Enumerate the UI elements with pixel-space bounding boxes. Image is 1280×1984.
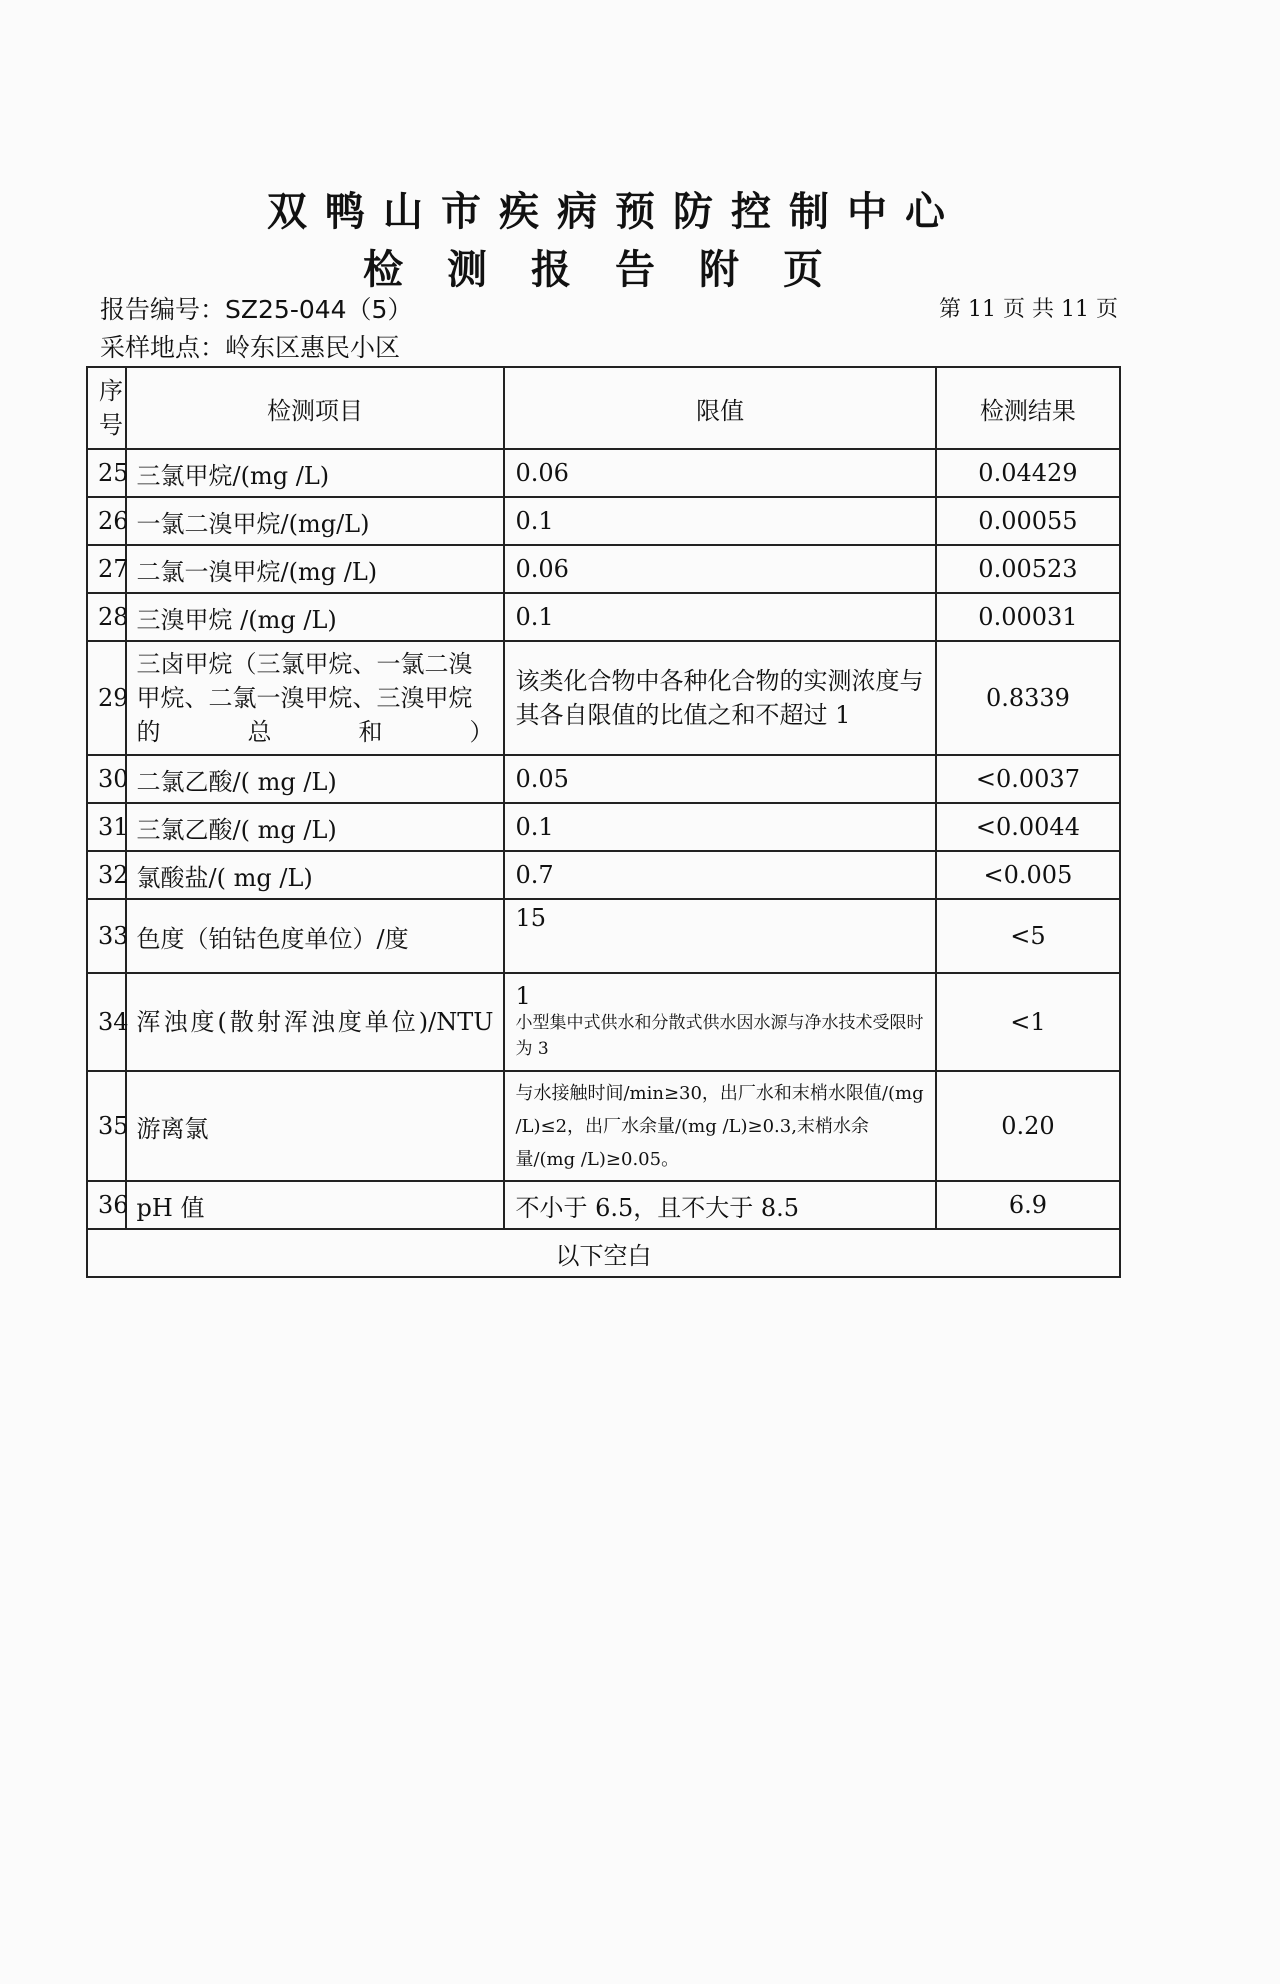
table-row: [87, 497, 1120, 545]
sampling-location-label: 采样地点：: [100, 333, 226, 362]
table-row: [87, 973, 1120, 1071]
row-result: <5: [936, 899, 1120, 973]
row-no: 25: [87, 449, 126, 497]
row-no: 35: [87, 1071, 126, 1181]
row-item: 游离氯: [126, 1071, 505, 1181]
results-table: [86, 366, 1121, 1278]
doc-title: 检测报告附页: [363, 247, 867, 293]
row-result: 0.00031: [936, 593, 1120, 641]
row-limit: 0.1: [504, 497, 935, 545]
row-limit: 不小于 6.5，且不大于 8.5: [504, 1181, 935, 1229]
sampling-location-line: [100, 328, 400, 364]
row-item: 浑浊度(散射浑浊度单位)/NTU: [126, 973, 505, 1071]
row-item: 二氯一溴甲烷/(mg /L): [126, 545, 505, 593]
table-footer: 以下空白: [87, 1229, 1120, 1277]
header-limit: 限值: [504, 367, 935, 449]
row-result: 0.8339: [936, 641, 1120, 755]
table-row: [87, 899, 1120, 973]
row-no: 34: [87, 973, 126, 1071]
row-no: 26: [87, 497, 126, 545]
row-item: 二氯乙酸/( mg /L): [126, 755, 505, 803]
row-limit: 0.7: [504, 851, 935, 899]
table-row: [87, 1181, 1120, 1229]
row-item: 氯酸盐/( mg /L): [126, 851, 505, 899]
table-header-row: [87, 367, 1120, 449]
row-result: <1: [936, 973, 1120, 1071]
row-item: pH 值: [126, 1181, 505, 1229]
report-number-line: [100, 290, 412, 326]
row-result: <0.0044: [936, 803, 1120, 851]
row-no: 27: [87, 545, 126, 593]
row-item: 三氯乙酸/( mg /L): [126, 803, 505, 851]
header-result: 检测结果: [936, 367, 1120, 449]
row-result: 0.20: [936, 1071, 1120, 1181]
header-seq-label: 序号: [99, 377, 123, 439]
row-result: <0.0037: [936, 755, 1120, 803]
row-no: 32: [87, 851, 126, 899]
row-limit-note: 小型集中式供水和分散式供水因水源与净水技术受限时为 3: [515, 1013, 924, 1059]
row-limit: 该类化合物中各种化合物的实测浓度与其各自限值的比值之和不超过 1: [504, 641, 935, 755]
table-row: [87, 1071, 1120, 1181]
org-title: 双鸭山市疾病预防控制中心: [267, 189, 963, 235]
row-no: 28: [87, 593, 126, 641]
row-result: 6.9: [936, 1181, 1120, 1229]
row-limit-cell: [504, 973, 935, 1071]
row-no: 33: [87, 899, 126, 973]
row-limit: 0.06: [504, 545, 935, 593]
row-no: 31: [87, 803, 126, 851]
table-row: [87, 545, 1120, 593]
table-row: [87, 593, 1120, 641]
row-limit: 0.1: [504, 593, 935, 641]
row-no: 36: [87, 1181, 126, 1229]
row-result: 0.00055: [936, 497, 1120, 545]
table-row: [87, 851, 1120, 899]
sampling-location: 岭东区惠民小区: [225, 333, 401, 362]
row-result: 0.04429: [936, 449, 1120, 497]
row-result: <0.005: [936, 851, 1120, 899]
row-limit: 1: [515, 982, 531, 1010]
report-number: SZ25-044（5）: [225, 295, 413, 324]
row-item: 三卤甲烷（三氯甲烷、一氯二溴甲烷、二氯一溴甲烷、三溴甲烷的总和）: [126, 641, 505, 755]
row-item: 三溴甲烷 /(mg /L): [126, 593, 505, 641]
row-limit: 0.1: [504, 803, 935, 851]
header-seq: [87, 367, 126, 449]
table-footer-row: [87, 1229, 1120, 1277]
report-number-label: 报告编号：: [100, 295, 226, 324]
page-indicator: 第 11 页 共 11 页: [939, 297, 1118, 322]
row-item: 色度（铂钴色度单位）/度: [126, 899, 505, 973]
table-row: [87, 755, 1120, 803]
row-item: 三氯甲烷/(mg /L): [126, 449, 505, 497]
header-item: 检测项目: [126, 367, 505, 449]
row-no: 29: [87, 641, 126, 755]
row-limit: 与水接触时间/min≥30，出厂水和末梢水限值/(mg /L)≤2，出厂水余量/(mg /L)≥0.3,末梢水余量/(mg /L)≥0.05。: [515, 1082, 924, 1170]
row-no: 30: [87, 755, 126, 803]
row-limit: 0.06: [504, 449, 935, 497]
table-row: [87, 803, 1120, 851]
table-row: [87, 641, 1120, 755]
row-limit: 0.05: [504, 755, 935, 803]
row-limit-cell: [504, 1071, 935, 1181]
row-limit: 15: [504, 899, 935, 973]
row-result: 0.00523: [936, 545, 1120, 593]
row-item: 一氯二溴甲烷/(mg/L): [126, 497, 505, 545]
table-row: [87, 449, 1120, 497]
